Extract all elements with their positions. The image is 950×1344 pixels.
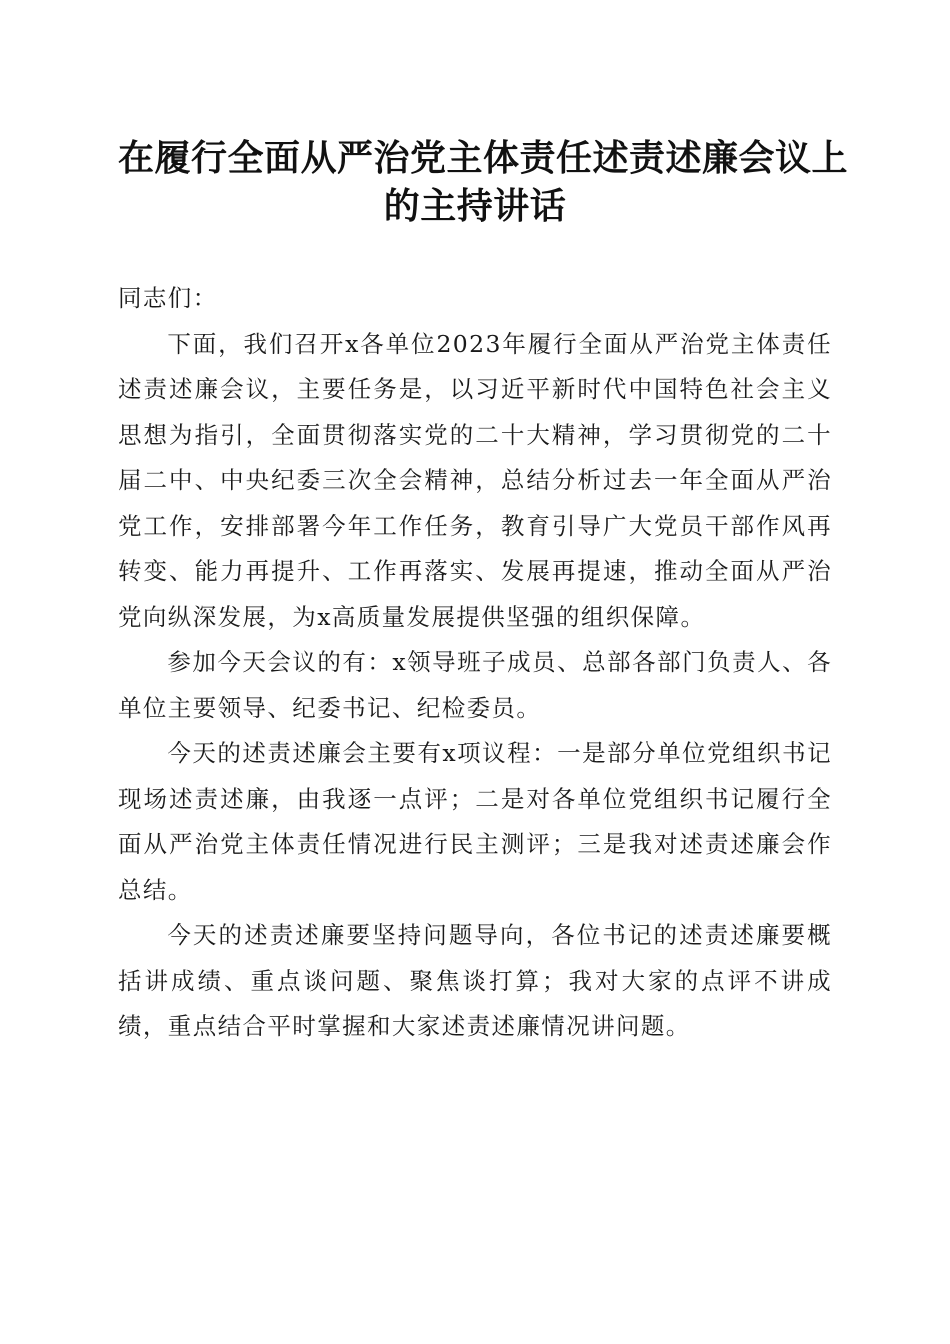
title-line-1: 在履行全面从严治党主体责任述责述廉会议上 bbox=[118, 137, 849, 179]
document-title bbox=[118, 134, 849, 230]
paragraph-requirements: 今天的述责述廉要坚持问题导向，各位书记的述责述廉要概括讲成绩、重点谈问题、聚焦谈打算；我对大家的点评不讲成绩，重点结合平时掌握和大家述责述廉情况讲问题。 bbox=[118, 921, 832, 1040]
salutation: 同志们： bbox=[118, 284, 218, 312]
document-body bbox=[118, 276, 832, 1050]
paragraph-attendees: 参加今天会议的有：x领导班子成员、总部各部门负责人、各单位主要领导、纪委书记、纪检委员。 bbox=[118, 648, 832, 722]
paragraph-agenda: 今天的述责述廉会主要有x项议程：一是部分单位党组织书记现场述责述廉，由我逐一点评；二是对各单位党组织书记履行全面从严治党主体责任情况进行民主测评；三是我对述责述廉会作总结。 bbox=[118, 739, 832, 904]
paragraph-opening: 下面，我们召开x各单位2023年履行全面从严治党主体责任述责述廉会议，主要任务是，以习近平新时代中国特色社会主义思想为指引，全面贯彻落实党的二十大精神，学习贯彻党的二十届二中、中央纪委三次全会精神，总结分析过去一年全面从严治党工作，安排部署今年工作任务，教育引导广大党员干部作风再转变、能力再提升、工作再落实、发展再提速，推动全面从严治党向纵深发展，为x高质量发展提供坚强的组织保障。 bbox=[118, 329, 832, 631]
title-line-2: 的主持讲话 bbox=[383, 185, 567, 227]
